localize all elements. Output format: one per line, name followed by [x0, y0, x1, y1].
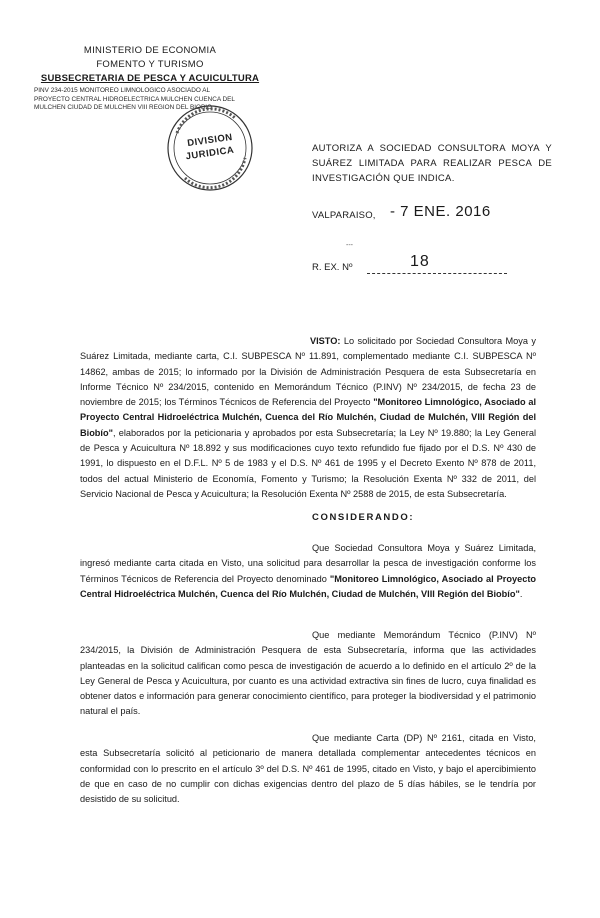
stamp-text-juridica: JURIDICA: [185, 144, 235, 163]
considerando-1-text-b: .: [519, 588, 523, 599]
reference-line: PINV 234-2015 MONITOREO LIMNOLOGICO ASOCIADO AL: [34, 87, 211, 94]
subsecretaria-name: SUBSECRETARIA DE PESCA Y ACUICULTURA: [40, 73, 260, 84]
resolution-number-block: [312, 253, 430, 273]
considerando-3: [80, 731, 536, 807]
stamp-text-division: DIVISION: [186, 131, 234, 150]
ministry-subname: FOMENTO Y TURISMO: [96, 59, 204, 70]
resolution-label: R. EX. Nº: [312, 262, 353, 273]
visto-paragraph: [80, 334, 536, 502]
considerando-2-text: Que mediante Memorándum Técnico (P.INV) Nº 234/2015, la División de Administración Pesquera de esta Subsecretaría, informa que las actividades planteadas en la solicitud califican como pesca de investigación de acuerdo a lo definido en el artículo 2º de la Ley General de Pesca y Acuicultura, por cuanto es una actividad extractiva sin fines de lucro, cuya finalidad es obtener datos e información para generar conocimiento científico, para proteger la biodiversidad y el patrimonio natural el país.: [80, 630, 536, 717]
considerando-3-text: Que mediante Carta (DP) Nº 2161, citada en Visto, esta Subsecretaría solicitó al peticionario de manera detallada complementar antecedentes técnicos en conformidad con lo prescrito en el artículo 3º del D.S. Nº 461 de 1995, citado en Visto, y bajo el apercibimiento de que en caso de no cumplir con dichas exigencias dentro del plazo de 5 días hábiles, se le tendría por desistido de su solicitud.: [80, 733, 536, 805]
considerando-heading: CONSIDERANDO:: [312, 512, 415, 523]
visto-text-b: , elaborados por la peticionaria y aprobados por esta Subsecretaría; la Ley Nº 19.880; la Ley General de Pesca y Acuicultura Nº 18.892 y sus modificaciones cuyo texto refundido fue fijado por el D.S. Nº 430 de 1991, lo dispuesto en el D.F.L. Nº 5 de 1983 y el D.S. Nº 461 de 1995 y el Decreto Exento Nº 878 de 2011, todos del actual Ministerio de Economía, Fomento y Turismo; la Resolución Exenta Nº 332 de 2011, del Servicio Nacional de Pesca y Acuicultura; la Resolución Exenta Nº 2588 de 2015, de esta Subsecretaría.: [80, 427, 536, 499]
number-underline: [367, 273, 507, 274]
visto-text-a: Lo solicitado por Sociedad Consultora Moya y Suárez Limitada, mediante carta, C.I. SUBPESCA Nº 11.891, complementado mediante C.I. SUBPESCA Nº 14862, ambas de 2015; lo informado por la División de Administración Pesquera de esta Subsecretaría en Informe Técnico Nº 234/2015, contenido en Memorándum Técnico (P.INV) Nº 234/2015, de fecha 23 de noviembre de 2015; los Términos Técnicos de Referencia del Proyecto: [80, 336, 536, 408]
visto-project-name: "Monitoreo Limnológico, Asociado al Proyecto Central Hidroeléctrica Mulchén, Cuenca del Río Mulchén, Ciudad de Mulchén, VIII Región del Biobío": [80, 397, 537, 438]
resolution-number: 18: [410, 253, 430, 270]
letterhead: [30, 44, 270, 86]
place-label: VALPARAISO,: [312, 210, 376, 221]
considerando-1-text-a: Que Sociedad Consultora Moya y Suárez Limitada, ingresó mediante carta citada en Visto, una solicitud para desarrollar la pesca de investigación conforme los Términos Técnicos de Referencia del Proyecto denominado: [80, 543, 536, 584]
resolution-date: - 7 ENE. 2016: [390, 203, 491, 220]
division-juridica-stamp: [165, 103, 255, 193]
small-mark: ---: [346, 242, 353, 249]
resolution-summary: AUTORIZA A SOCIEDAD CONSULTORA MOYA Y SUÁREZ LIMITADA PARA REALIZAR PESCA DE INVESTIGACIÓN QUE INDICA.: [312, 143, 552, 184]
considerando-2: [80, 628, 536, 720]
ministry-name: MINISTERIO DE ECONOMIA: [83, 45, 217, 56]
considerando-1: [80, 541, 536, 602]
visto-label: VISTO:: [310, 336, 341, 346]
reference-line: PROYECTO CENTRAL HIDROELECTRICA MULCHEN CUENCA DEL: [34, 95, 235, 103]
reference-line: MULCHEN CIUDAD DE MULCHEN VIII REGION DEL BIOBIO: [34, 104, 213, 112]
considerando-1-project-name: "Monitoreo Limnológico, Asociado al Proyecto Central Hidroeléctrica Mulchén, Cuenca del Río Mulchén, Ciudad de Mulchén, VIII Región del Biobío": [80, 573, 536, 599]
